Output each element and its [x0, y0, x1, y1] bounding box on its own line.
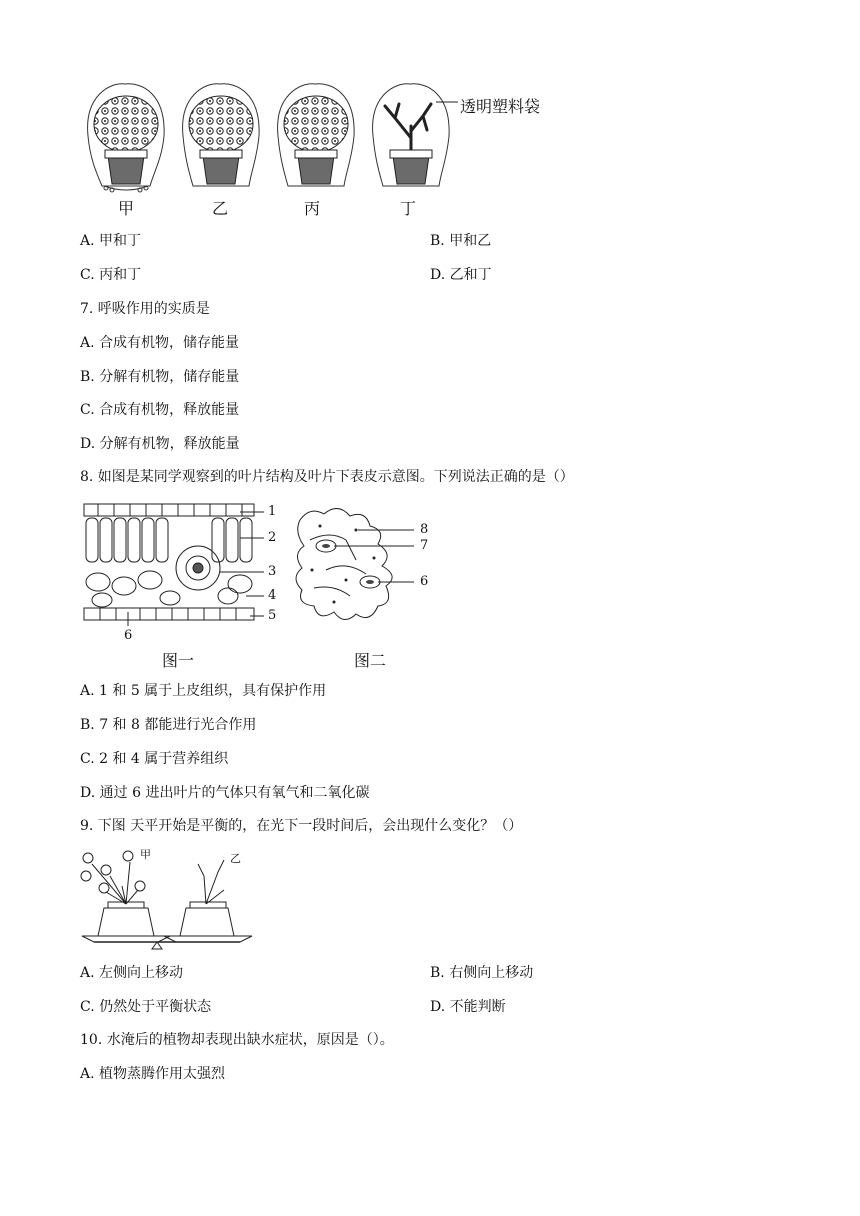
left-plant-with-leaves [81, 851, 170, 942]
plant-label-3: 丙 [304, 199, 321, 218]
right-plant-bare [164, 860, 252, 942]
plant-ding [373, 84, 450, 186]
q8-option-b: B. 7 和 8 都能进行光合作用 [80, 717, 257, 733]
q7-option-c: C. 合成有机物，释放能量 [80, 402, 240, 418]
q9-label-jia: 甲 [140, 848, 151, 861]
fig1-number-5: 5 [268, 608, 277, 623]
fig1-number-4: 4 [268, 588, 277, 603]
fig2-number-6: 6 [420, 574, 429, 589]
plant-label-4: 丁 [400, 199, 417, 218]
q10-stem: 10. 水淹后的植物却表现出缺水症状，原因是（）。 [80, 1032, 394, 1048]
plant-label-1: 甲 [118, 199, 135, 218]
q6-option-c: C. 丙和丁 [80, 267, 142, 283]
fig1-number-6: 6 [124, 628, 133, 643]
q9-option-b: B. 右侧向上移动 [430, 965, 534, 981]
q8-option-d: D. 通过 6 进出叶片的气体只有氧气和二氧化碳 [80, 785, 370, 801]
q8-option-a: A. 1 和 5 属于上皮组织，具有保护作用 [80, 683, 327, 699]
leaf-diagrams [80, 500, 450, 630]
plant-label-2: 乙 [212, 199, 229, 218]
plant-bing [278, 84, 355, 186]
q9-label-yi: 乙 [230, 852, 241, 865]
plant-yi [183, 84, 260, 186]
q9-figure [78, 846, 258, 950]
q10-option-a: A. 植物蒸腾作用太强烈 [80, 1066, 226, 1082]
q9-option-c: C. 仍然处于平衡状态 [80, 999, 212, 1015]
q9-stem: 9. 下图 天平开始是平衡的，在光下一段时间后，会出现什么变化？（） [80, 818, 523, 834]
q6-option-b: B. 甲和乙 [430, 233, 492, 249]
plant-jia [88, 84, 165, 192]
fig1-number-1: 1 [268, 504, 277, 519]
lower-epidermis [296, 508, 414, 619]
q8-figure [80, 500, 450, 670]
q7-option-d: D. 分解有机物，释放能量 [80, 436, 240, 452]
q6-option-d: D. 乙和丁 [430, 267, 492, 283]
fig2-number-8: 8 [420, 522, 429, 537]
q8-stem: 8. 如图是某同学观察到的叶片结构及叶片下表皮示意图。下列说法正确的是（） [80, 469, 574, 485]
fig1-caption: 图一 [162, 651, 195, 670]
fig1-number-2: 2 [268, 530, 277, 545]
q9-option-d: D. 不能判断 [430, 999, 506, 1015]
fig2-number-7: 7 [420, 538, 429, 553]
q7-option-b: B. 分解有机物，储存能量 [80, 369, 240, 385]
q7-stem: 7. 呼吸作用的实质是 [80, 301, 210, 317]
fig2-caption: 图二 [354, 651, 387, 670]
q9-option-a: A. 左侧向上移动 [80, 965, 184, 981]
leaf-cross-section [84, 504, 264, 626]
q8-option-c: C. 2 和 4 属于营养组织 [80, 751, 229, 767]
q7-option-a: A. 合成有机物，储存能量 [80, 335, 240, 351]
fig1-number-3: 3 [268, 564, 277, 579]
q6-option-a: A. 甲和丁 [80, 233, 142, 249]
bag-label: 透明塑料袋 [460, 97, 541, 116]
